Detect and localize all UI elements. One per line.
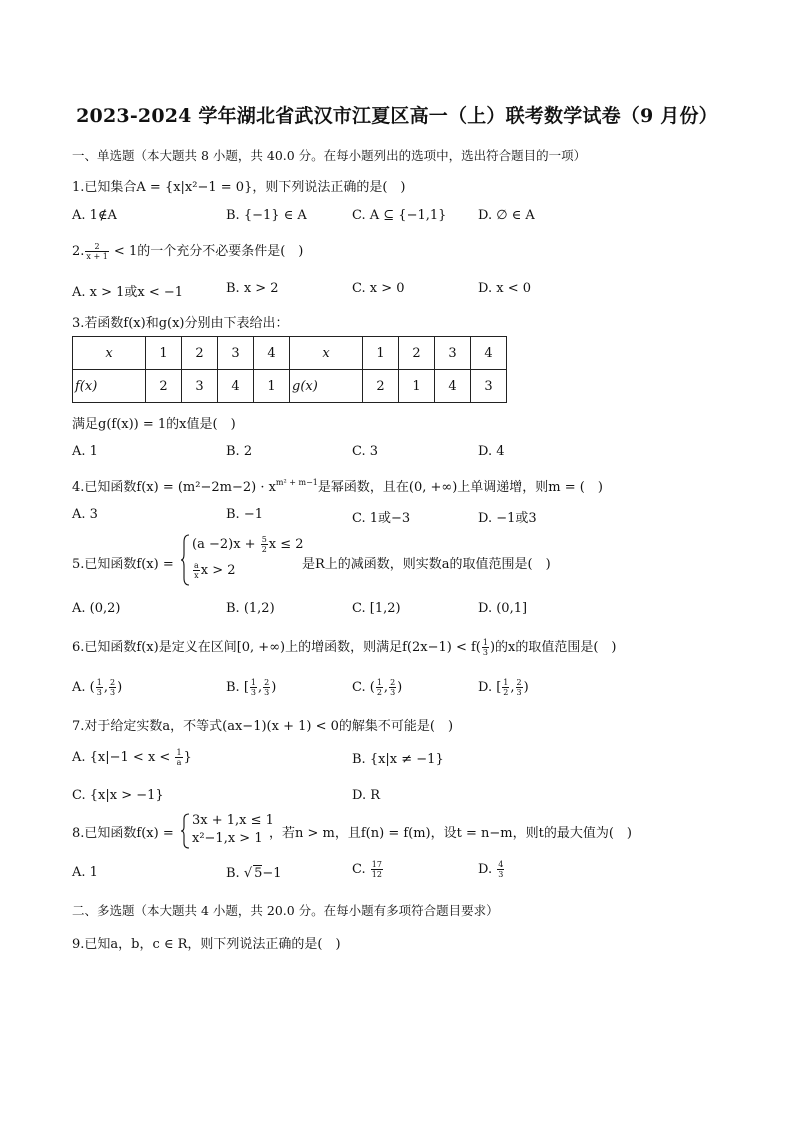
q8-b-tail: −1 bbox=[262, 866, 282, 881]
table-cell: 4 bbox=[471, 337, 507, 370]
q6-c-frac-1 bbox=[376, 678, 383, 697]
table-cell: 3 bbox=[435, 337, 471, 370]
q4-stem-post: 是幂函数，且在(0, +∞)上单调递增，则m = ( ) bbox=[317, 480, 603, 495]
frac-den: 3 bbox=[250, 688, 256, 697]
q5-piece-1-frac bbox=[261, 535, 268, 554]
table-cell: x bbox=[290, 337, 363, 370]
frac-den: 12 bbox=[371, 870, 382, 879]
q8-piece-1: 3x + 1,x ≤ 1 bbox=[192, 813, 274, 828]
q6-a-left: A. ( bbox=[72, 680, 95, 695]
q8-c-frac bbox=[371, 860, 383, 879]
q6-stem-post: )的x的取值范围是( ) bbox=[489, 640, 617, 655]
q6-option-a: A. ( $\frac{1}{3}$ , $\frac{2}{3}$ ) bbox=[72, 678, 123, 697]
frac-num: 1 bbox=[503, 678, 509, 687]
q2-option-a: A. x > 1或x < −1 bbox=[72, 285, 184, 300]
q5-frac-den: 2 bbox=[261, 545, 267, 554]
q6-frac-num: 1 bbox=[482, 638, 488, 647]
frac-den: a bbox=[176, 758, 182, 767]
q4-option-d: D. −1或3 bbox=[478, 511, 537, 526]
exam-title: 2023-2024 学年湖北省武汉市江夏区高一（上）联考数学试卷（9 月份） bbox=[76, 105, 718, 127]
table-cell: 1 bbox=[146, 337, 182, 370]
q7-option-c: C. {x|x > −1} bbox=[72, 788, 164, 803]
q6-d-left: D. [ bbox=[478, 680, 502, 695]
frac-den: 2 bbox=[376, 688, 382, 697]
q6-a-frac-2 bbox=[109, 678, 116, 697]
table-cell: 2 bbox=[363, 370, 399, 403]
q5-piece-2-cond: x > 2 bbox=[200, 563, 236, 578]
q5-brace-icon bbox=[181, 534, 191, 586]
q8-option-a: A. 1 bbox=[72, 865, 98, 880]
q1-option-b: B. {−1} ∈ A bbox=[226, 208, 307, 223]
table-cell: 4 bbox=[254, 337, 290, 370]
q4-option-b: B. −1 bbox=[226, 507, 263, 522]
q8-b-label: B. bbox=[226, 866, 244, 881]
q5-piece-1 bbox=[192, 535, 304, 554]
q6-d-frac-1 bbox=[502, 678, 509, 697]
q2-fraction bbox=[85, 242, 108, 261]
frac-num: 1 bbox=[96, 678, 102, 687]
q6-b-frac-2 bbox=[263, 678, 270, 697]
q5-piece-2-frac bbox=[193, 561, 200, 580]
frac-num: 2 bbox=[109, 678, 116, 687]
table-cell: 4 bbox=[218, 370, 254, 403]
q8-stem-pre: 8.已知函数f(x) = bbox=[72, 826, 174, 841]
frac-den: 2 bbox=[503, 688, 509, 697]
q2-option-d: D. x < 0 bbox=[478, 281, 531, 296]
q7-a-text: A. {x|−1 < x < bbox=[72, 750, 175, 765]
q5-piece-1-cond: x ≤ 2 bbox=[268, 537, 304, 552]
q2-number: 2. bbox=[72, 244, 85, 259]
table-cell: 3 bbox=[471, 370, 507, 403]
q6-stem-pre: 6.已知函数f(x)是定义在区间[0, +∞)上的增函数，则满足f(2x−1) < f( bbox=[72, 640, 481, 655]
frac-den: 3 bbox=[516, 688, 522, 697]
question-9-stem: 9.已知a，b，c ∈ R，则下列说法正确的是( ) bbox=[72, 937, 341, 952]
question-4-stem bbox=[72, 476, 603, 495]
table-cell: g(x) bbox=[290, 370, 363, 403]
frac-num: 2 bbox=[390, 678, 396, 687]
frac-num: 1 bbox=[176, 748, 182, 757]
frac-den: 3 bbox=[390, 688, 396, 697]
table-cell: 3 bbox=[218, 337, 254, 370]
q5-stem-post: 是R上的减函数，则实数a的取值范围是( ) bbox=[302, 557, 551, 572]
q2-frac-den: x + 1 bbox=[86, 252, 108, 261]
frac-den: 3 bbox=[498, 870, 504, 879]
q5-option-c: C. [1,2) bbox=[352, 601, 401, 616]
q7-option-a bbox=[72, 748, 192, 767]
q6-b-frac-1 bbox=[250, 678, 257, 697]
q5-frac-num: 5 bbox=[261, 535, 267, 544]
q6-stem-frac bbox=[482, 638, 489, 657]
frac-num: 1 bbox=[250, 678, 256, 687]
frac-den: 3 bbox=[96, 688, 102, 697]
question-7-stem: 7.对于给定实数a，不等式(ax−1)(x + 1) < 0的解集不可能是( ) bbox=[72, 719, 454, 734]
table-cell: 2 bbox=[182, 337, 218, 370]
q6-c-right: ) bbox=[397, 680, 403, 695]
section-1-heading: 一、单选题（本大题共 8 小题，共 40.0 分。在每小题列出的选项中，选出符合题目的一项） bbox=[72, 148, 587, 163]
q6-option-d: D. [ $\frac{1}{2}$ , $\frac{2}{3}$ ) bbox=[478, 678, 529, 697]
q5-option-a: A. (0,2) bbox=[72, 601, 121, 616]
table-cell: 3 bbox=[182, 370, 218, 403]
q8-b-radicand: 5 bbox=[254, 866, 263, 881]
frac-den: 3 bbox=[109, 688, 116, 697]
q6-a-right: ) bbox=[117, 680, 123, 695]
q5-piece-2 bbox=[192, 561, 236, 580]
q8-c-label: C. bbox=[352, 862, 370, 877]
q4-stem-pre: 4.已知函数f(x) = (m²−2m−2) · x bbox=[72, 480, 276, 495]
q2-frac-num: 2 bbox=[85, 242, 108, 252]
q8-option-b: B. √ 5−1 bbox=[226, 866, 282, 881]
table-cell: 2 bbox=[146, 370, 182, 403]
question-2-stem bbox=[72, 240, 303, 261]
q8-stem-post: ，若n > m，且f(n) = f(m)，设t = n−m，则t的最大值为( ) bbox=[269, 826, 632, 841]
frac-num: 1 bbox=[376, 678, 382, 687]
q6-frac-den: 3 bbox=[482, 648, 488, 657]
question-3-stem-2: 满足g(f(x)) = 1的x值是( ) bbox=[72, 417, 236, 432]
q4-exponent: m² + m−1 bbox=[275, 478, 318, 487]
q8-brace-icon bbox=[181, 813, 191, 849]
q1-option-c: C. A ⊆ {−1,1} bbox=[352, 208, 447, 223]
table-cell: 1 bbox=[399, 370, 435, 403]
q3-option-d: D. 4 bbox=[478, 444, 505, 459]
q6-b-right: ) bbox=[271, 680, 277, 695]
table-row-values bbox=[73, 370, 507, 403]
q8-option-d bbox=[478, 860, 505, 879]
q5-piece-1-expr: (a −2)x + bbox=[192, 537, 260, 552]
q6-option-c: C. ( $\frac{1}{2}$ , $\frac{2}{3}$ ) bbox=[352, 678, 403, 697]
frac-num: 4 bbox=[498, 860, 504, 869]
q3-option-a: A. 1 bbox=[72, 444, 98, 459]
question-6-stem bbox=[72, 636, 617, 657]
frac-den: 3 bbox=[264, 688, 270, 697]
table-cell: f(x) bbox=[73, 370, 146, 403]
frac-num: 2 bbox=[516, 678, 522, 687]
q6-d-right: ) bbox=[523, 680, 529, 695]
table-cell: 1 bbox=[363, 337, 399, 370]
function-value-table bbox=[72, 336, 507, 403]
q5-option-b: B. (1,2) bbox=[226, 601, 275, 616]
q2-option-c: C. x > 0 bbox=[352, 281, 405, 296]
frac-num: 17 bbox=[371, 860, 382, 869]
section-2-heading: 二、多选题（本大题共 4 小题，共 20.0 分。在每小题有多项符合题目要求） bbox=[72, 903, 499, 918]
q5-frac-den: x bbox=[194, 571, 199, 580]
frac-num: 2 bbox=[264, 678, 270, 687]
q5-stem-pre: 5.已知函数f(x) = bbox=[72, 557, 174, 572]
q1-option-a: A. 1∉A bbox=[72, 208, 117, 223]
table-cell: x bbox=[73, 337, 146, 370]
q3-option-c: C. 3 bbox=[352, 444, 379, 459]
q8-option-c bbox=[352, 860, 384, 879]
q7-option-d: D. R bbox=[352, 788, 381, 803]
table-row-header bbox=[73, 337, 507, 370]
table-cell: 2 bbox=[399, 337, 435, 370]
table-cell: 1 bbox=[254, 370, 290, 403]
q4-option-a: A. 3 bbox=[72, 507, 98, 522]
q7-option-b: B. {x|x ≠ −1} bbox=[352, 752, 444, 767]
q1-option-d: D. ∅ ∈ A bbox=[478, 208, 535, 223]
question-3-stem: 3.若函数f(x)和g(x)分别由下表给出： bbox=[72, 316, 289, 331]
q6-b-left: B. [ bbox=[226, 680, 249, 695]
q6-c-frac-2 bbox=[389, 678, 396, 697]
q6-option-b: B. [ $\frac{1}{3}$ , $\frac{2}{3}$ ) bbox=[226, 678, 277, 697]
q3-option-b: B. 2 bbox=[226, 444, 253, 459]
q8-piece-2: x²−1,x > 1 bbox=[192, 831, 263, 846]
q7-a-frac bbox=[175, 748, 182, 767]
q4-option-c: C. 1或−3 bbox=[352, 511, 411, 526]
q2-stem-text: < 1的一个充分不必要条件是( ) bbox=[109, 244, 304, 259]
q7-a-close: } bbox=[183, 750, 192, 765]
q6-c-left: C. ( bbox=[352, 680, 375, 695]
q8-d-frac bbox=[497, 860, 504, 879]
q6-a-frac-1 bbox=[96, 678, 103, 697]
q5-option-d: D. (0,1] bbox=[478, 601, 528, 616]
q8-d-label: D. bbox=[478, 862, 497, 877]
q5-frac-num: a bbox=[194, 561, 199, 570]
q6-d-frac-2 bbox=[516, 678, 523, 697]
table-cell: 4 bbox=[435, 370, 471, 403]
question-1-stem: 1.已知集合A = {x|x²−1 = 0}，则下列说法正确的是( ) bbox=[72, 180, 406, 195]
q2-option-b: B. x > 2 bbox=[226, 281, 279, 296]
